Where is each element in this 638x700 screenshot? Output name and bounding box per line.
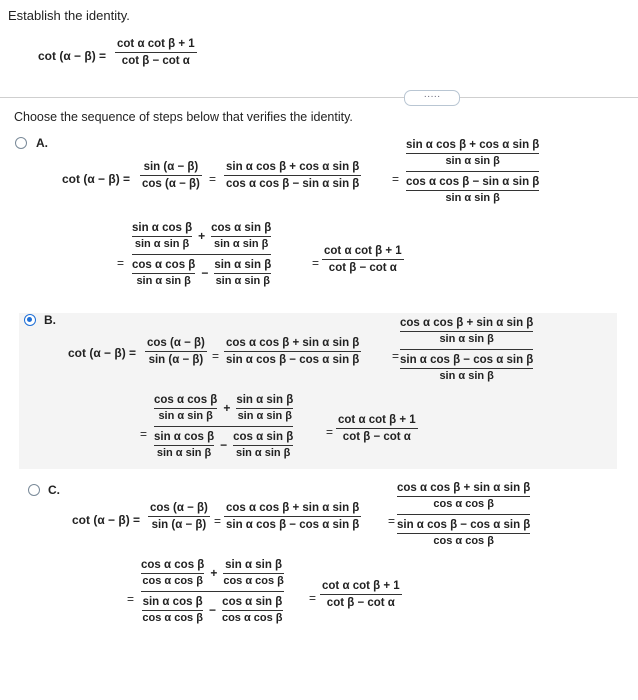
step-fraction-1-numerator: sin (α − β) <box>143 161 199 173</box>
minus-sign: − <box>201 266 209 280</box>
fraction-bar <box>233 445 293 446</box>
cf-numerator-bottom: sin α sin β <box>439 333 494 345</box>
fraction-bar <box>397 496 530 497</box>
equation-lhs: cot (α − β) = <box>62 172 131 186</box>
term-top: sin α sin β <box>214 259 272 271</box>
term-bottom: sin α sin β <box>237 410 292 422</box>
term-bottom: sin α sin β <box>213 238 269 250</box>
main-fraction-bar <box>406 171 539 172</box>
numerator-sum <box>132 221 271 251</box>
equals-sign: = <box>312 256 320 270</box>
step-fraction-1-numerator: cos (α − β) <box>150 502 208 514</box>
fraction-bar <box>154 445 214 446</box>
cf-denominator <box>400 353 533 383</box>
step-fraction-1-denominator: sin (α − β) <box>151 519 207 531</box>
main-fraction-bar <box>397 514 530 515</box>
term <box>233 430 293 460</box>
step-fraction-2 <box>224 160 361 191</box>
cf-numerator-top: cos α cos β + sin α sin β <box>397 482 531 494</box>
term-top: sin α cos β <box>142 596 203 608</box>
final-fraction-numerator: cot α cot β + 1 <box>324 245 402 257</box>
term <box>141 558 204 588</box>
fraction-bar <box>222 610 283 611</box>
final-fraction-denominator: cot β − cot α <box>342 431 411 443</box>
fraction-bar <box>406 153 539 154</box>
equals-sign: = <box>214 514 222 528</box>
split-complex-fraction <box>141 558 284 625</box>
minus-sign: − <box>208 603 216 617</box>
cf-denominator-bottom: sin α sin β <box>439 370 494 382</box>
fraction-bar <box>145 351 207 352</box>
cf-numerator <box>400 316 533 346</box>
step-fraction-1-denominator: sin (α − β) <box>148 354 204 366</box>
step-fraction-1 <box>145 336 207 367</box>
complex-fraction <box>397 481 530 548</box>
term-bottom: sin α sin β <box>235 447 291 459</box>
cf-denominator-bottom: cos α cos β <box>433 535 494 547</box>
term-top: sin α cos β <box>154 431 215 443</box>
option-radio[interactable] <box>28 484 40 496</box>
term-bottom: sin α sin β <box>136 275 191 287</box>
minus-sign: − <box>220 438 228 452</box>
section-divider <box>0 97 638 98</box>
final-fraction <box>322 244 404 275</box>
term <box>223 558 284 588</box>
term <box>236 393 293 423</box>
final-fraction <box>320 579 402 610</box>
step-fraction-1 <box>148 501 210 532</box>
expand-more-button[interactable]: ····· <box>404 90 460 106</box>
term <box>132 221 192 251</box>
fraction-bar <box>140 175 202 176</box>
step-fraction-2-numerator: sin α cos β + cos α sin β <box>226 161 360 173</box>
cf-numerator-top: sin α cos β + cos α sin β <box>406 139 540 151</box>
term <box>154 430 214 460</box>
term-top: cos α cos β <box>154 394 218 406</box>
cf-numerator-top: cos α cos β + sin α sin β <box>400 317 534 329</box>
instruction-text: Choose the sequence of steps below that verifies the identity. <box>14 110 353 124</box>
equals-sign: = <box>212 349 220 363</box>
term <box>132 258 195 288</box>
term-bottom: sin α sin β <box>215 275 270 287</box>
numerator-sum <box>141 558 284 588</box>
term-top: cos α sin β <box>233 431 294 443</box>
term-bottom: sin α sin β <box>134 238 190 250</box>
cf-numerator-bottom: sin α sin β <box>445 155 500 167</box>
cf-numerator <box>397 481 530 511</box>
equals-sign: = <box>392 172 400 186</box>
step-fraction-2-numerator: cos α cos β + sin α sin β <box>226 502 360 514</box>
term-bottom: cos α cos β <box>142 575 203 587</box>
fraction-bar <box>400 331 533 332</box>
fraction-bar <box>406 190 539 191</box>
equation-lhs: cot (α − β) = <box>68 346 137 360</box>
fraction-bar <box>322 259 404 260</box>
term-top: sin α sin β <box>225 559 283 571</box>
term-top: sin α cos β <box>132 222 193 234</box>
cf-denominator <box>406 175 539 205</box>
cf-denominator-top: sin α cos β − cos α sin β <box>397 519 531 531</box>
denominator-difference <box>142 595 282 625</box>
final-fraction-denominator: cot β − cot α <box>328 262 397 274</box>
complex-fraction <box>406 138 539 205</box>
step-fraction-1 <box>140 160 202 191</box>
term-top: sin α sin β <box>236 394 294 406</box>
plus-sign: + <box>210 566 218 580</box>
fraction-bar <box>142 610 203 611</box>
equals-sign: = <box>140 427 148 441</box>
term-bottom: cos α cos β <box>223 575 284 587</box>
split-complex-fraction <box>154 393 293 460</box>
term-top: cos α cos β <box>132 259 196 271</box>
term-top: cos α sin β <box>222 596 283 608</box>
complex-fraction <box>400 316 533 383</box>
main-fraction-bar <box>132 254 271 255</box>
equation-lhs: cot (α − β) = <box>72 513 141 527</box>
fraction-bar <box>214 273 271 274</box>
term <box>142 595 203 625</box>
fraction-bar <box>211 236 271 237</box>
fraction-bar <box>224 175 361 176</box>
final-fraction-numerator: cot α cot β + 1 <box>338 414 416 426</box>
page-title: Establish the identity. <box>8 8 130 23</box>
cf-numerator <box>406 138 539 168</box>
fraction-bar <box>115 52 197 53</box>
fraction-bar <box>132 273 195 274</box>
numerator-sum <box>154 393 293 423</box>
equals-sign: = <box>326 425 334 439</box>
fraction-bar <box>154 408 217 409</box>
term <box>222 595 283 625</box>
fraction-bar <box>223 573 284 574</box>
fraction-bar <box>224 351 361 352</box>
cf-denominator-bottom: sin α sin β <box>445 192 500 204</box>
fraction-bar <box>397 533 530 534</box>
fraction-bar <box>320 594 402 595</box>
term <box>211 221 271 251</box>
option-radio[interactable] <box>24 314 36 326</box>
option-radio[interactable] <box>15 137 27 149</box>
main-fraction-bar <box>154 426 293 427</box>
step-fraction-2 <box>224 501 361 532</box>
equals-sign: = <box>127 592 135 606</box>
cf-denominator-top: cos α cos β − sin α sin β <box>406 176 540 188</box>
term-bottom: cos α cos β <box>221 612 283 624</box>
final-fraction-numerator: cot α cot β + 1 <box>322 580 400 592</box>
step-fraction-2-denominator: sin α cos β − cos α sin β <box>226 354 360 366</box>
option-label[interactable]: B. <box>44 313 56 327</box>
equals-sign: = <box>392 349 400 363</box>
fraction-bar <box>400 368 533 369</box>
plus-sign: + <box>223 401 231 415</box>
main-fraction-bar <box>141 591 284 592</box>
final-fraction <box>336 413 418 444</box>
equals-sign: = <box>209 172 217 186</box>
cf-numerator-bottom: cos α cos β <box>433 498 494 510</box>
option-label[interactable]: C. <box>48 483 60 497</box>
term <box>214 258 271 288</box>
denominator-difference <box>154 430 293 460</box>
identity-rhs <box>115 37 197 68</box>
term-top: cos α sin β <box>211 222 272 234</box>
term-bottom: cos α cos β <box>142 612 203 624</box>
fraction-bar <box>224 516 361 517</box>
main-fraction-bar <box>400 349 533 350</box>
step-fraction-2-denominator: cos α cos β − sin α sin β <box>226 178 360 190</box>
step-fraction-2 <box>224 336 361 367</box>
denominator-difference <box>132 258 271 288</box>
cf-denominator-top: sin α cos β − cos α sin β <box>400 354 534 366</box>
final-fraction-denominator: cot β − cot α <box>326 597 395 609</box>
option-label[interactable]: A. <box>36 136 48 150</box>
term-top: cos α cos β <box>141 559 205 571</box>
fraction-bar <box>132 236 192 237</box>
cf-denominator <box>397 518 530 548</box>
step-fraction-1-numerator: cos (α − β) <box>147 337 205 349</box>
term-bottom: sin α sin β <box>158 410 213 422</box>
identity-numerator: cot α cot β + 1 <box>117 38 195 50</box>
term-bottom: sin α sin β <box>156 447 212 459</box>
fraction-bar <box>141 573 204 574</box>
equals-sign: = <box>309 591 317 605</box>
fraction-bar <box>148 516 210 517</box>
step-fraction-2-numerator: cos α cos β + sin α sin β <box>226 337 360 349</box>
step-fraction-1-denominator: cos (α − β) <box>142 178 200 190</box>
identity-lhs: cot (α − β) = <box>38 49 107 63</box>
identity-denominator: cot β − cot α <box>121 55 190 67</box>
fraction-bar <box>336 428 418 429</box>
plus-sign: + <box>198 229 206 243</box>
equals-sign: = <box>117 256 125 270</box>
split-complex-fraction <box>132 221 271 288</box>
equals-sign: = <box>388 514 396 528</box>
fraction-bar <box>236 408 293 409</box>
term <box>154 393 217 423</box>
step-fraction-2-denominator: sin α cos β − cos α sin β <box>226 519 360 531</box>
